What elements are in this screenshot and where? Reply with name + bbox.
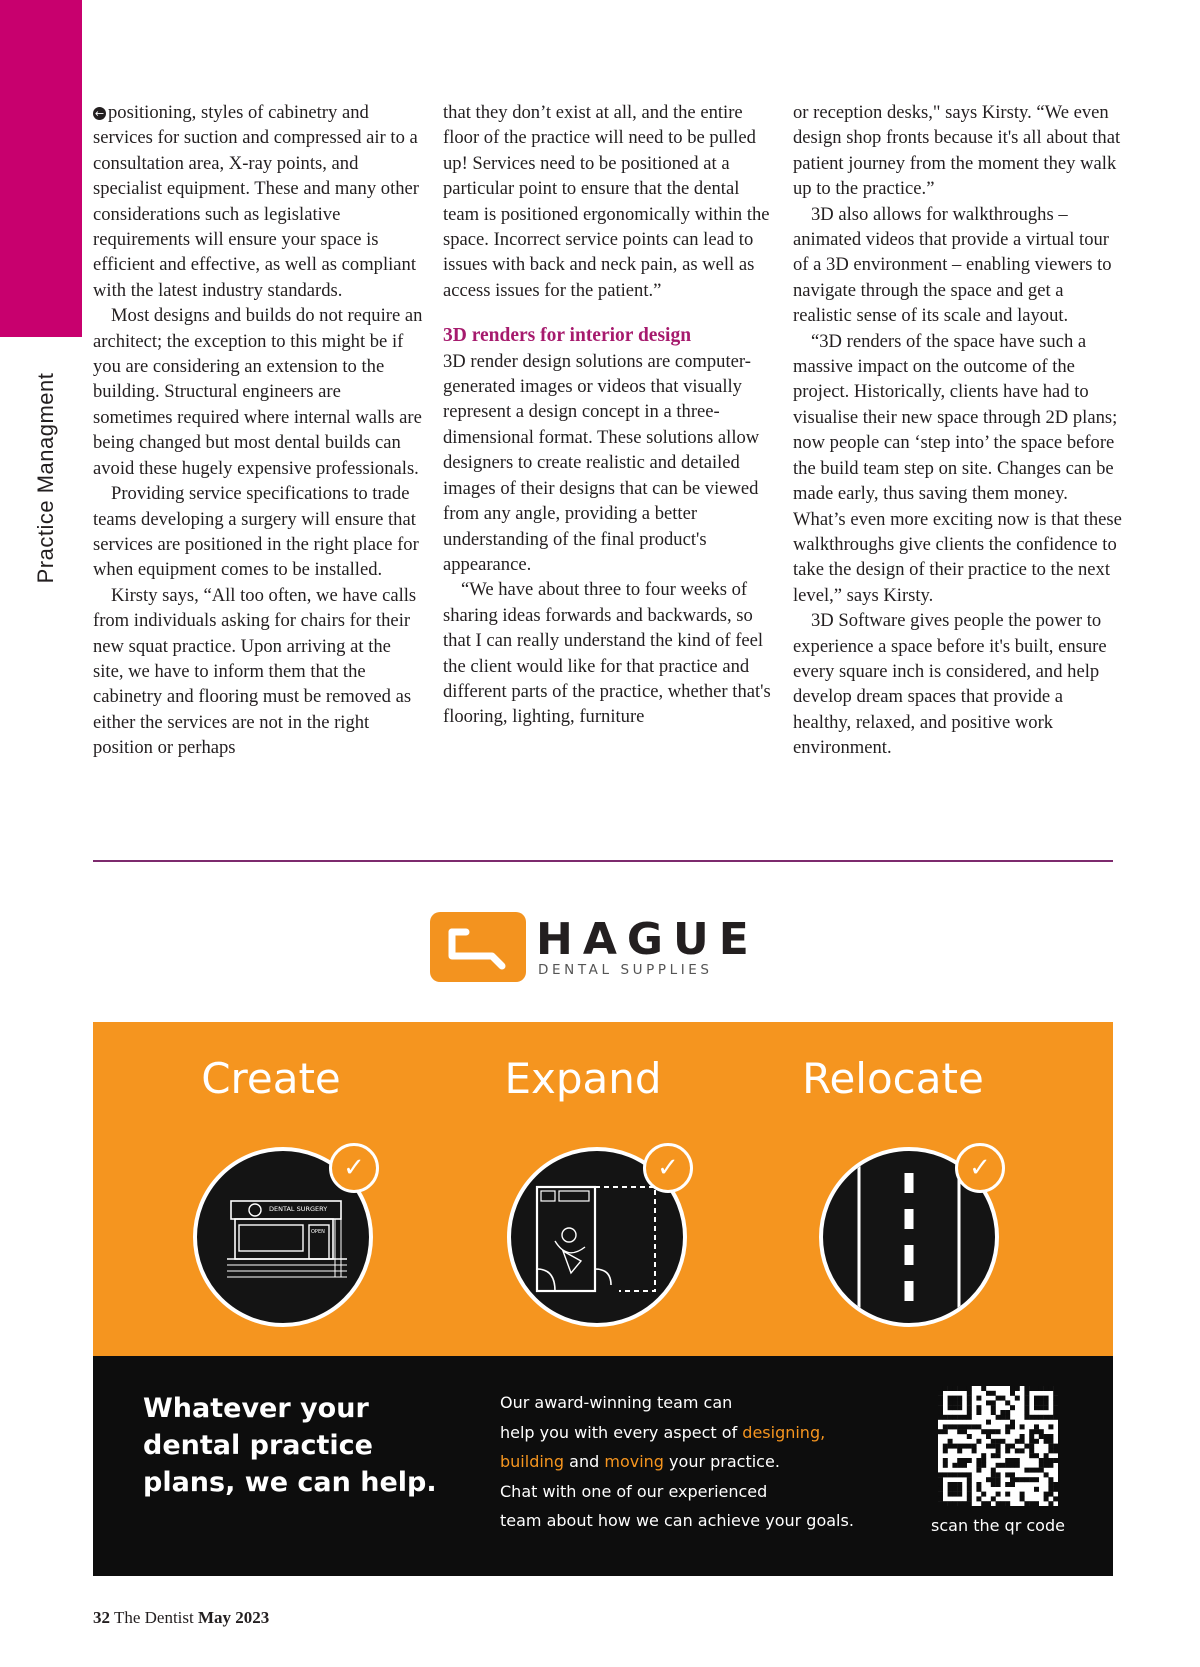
column-1 xyxy=(93,100,423,761)
advert-contact-panel xyxy=(93,1356,1113,1576)
paragraph: 3D render design solutions are computer-generated images or videos that visually represent a design concept in a three-dimensional format. These solutions allow designers to create realistic and detailed images of their designs that can be viewed from any angle, providing a better understanding of the final product's appearance. xyxy=(443,350,760,575)
brand-subtitle: DENTAL SUPPLIES xyxy=(538,962,713,978)
paragraph: ← positioning, styles of cabinetry and services for suction and compressed air to a consultation area, X-ray points, and specialist equipment. These and many other considerations such as legislative requirements will ensure your space is efficient and effective, as well as compliant with the latest industry standards. xyxy=(93,102,419,301)
paragraph: “We have about three to four weeks of sharing ideas forwards and backwards, so that I can really understand the kind of feel the client would like for that practice and different parts of the practice, whether that's flooring, lighting, furniture xyxy=(443,579,771,728)
shop-door-text: OPEN xyxy=(311,1229,325,1235)
advert-tagline: Whatever your dental practice plans, we can help. xyxy=(143,1393,437,1498)
column-3 xyxy=(793,100,1123,761)
subheading: 3D renders for interior design xyxy=(443,325,692,347)
hague-logo xyxy=(430,912,760,982)
qr-label: scan the qr code xyxy=(931,1516,1065,1535)
paragraph: 3D also allows for walkthroughs – animated videos that provide a virtual tour of a 3D environment – enabling viewers to navigate through the space and get a realistic sense of its scale and layout. xyxy=(793,203,1112,327)
check-icon: ✓ xyxy=(329,1143,379,1193)
shop-sign-text: DENTAL SURGERY xyxy=(269,1205,328,1213)
paragraph: Kirsty says, “All too often, we have calls from individuals asking for chairs for their new squat practice. Upon arriving at the site, we have to inform them that the cabinetry and flooring must be removed as either the services are not in the right position or perhaps xyxy=(93,584,417,759)
chair-logo-icon xyxy=(430,912,526,982)
brand-name: HAGUE xyxy=(536,914,759,965)
advert-body-text: Our award-winning team can help you with every aspect of designing, building and moving your practice. Chat with one of our experienced team about how we can achieve your goals. xyxy=(500,1393,854,1530)
column-2 xyxy=(443,100,773,730)
relocate-badge xyxy=(819,1147,999,1327)
issue-date: May 2023 xyxy=(197,1608,270,1627)
paragraph: that they don’t exist at all, and the entire floor of the practice will need to be pulled up! Services need to be positioned at a particular point to ensure that the dental team is positioned ergonomically within the space. Incorrect service points can lead to issues with back and neck pain, as well as access issues for the patient.” xyxy=(443,102,770,301)
create-badge xyxy=(193,1147,373,1327)
paragraph: “3D renders of the space have such a massive impact on the outcome of the project. Historically, clients have had to visualise their new space through 2D plans; now people can ‘step into’ the space before the build team step on site. Changes can be made early, thus saving them money. What’s even more exciting now is that these walkthroughs give clients the confidence to take the design of their practice to the next level,” says Kirsty. xyxy=(793,330,1122,606)
heading-relocate: Relocate xyxy=(802,1054,984,1103)
qr-code[interactable] xyxy=(938,1386,1058,1511)
page-number: 32 xyxy=(93,1608,110,1627)
paragraph: Most designs and builds do not require an architect; the exception to this might be if you are considering an extension to the building. Structural engineers are sometimes required where internal walls are being changed but most dental builds can avoid these hugely expensive professionals. xyxy=(93,305,423,479)
highlight-building: building xyxy=(500,1452,565,1471)
check-icon: ✓ xyxy=(643,1143,693,1193)
page-footer xyxy=(93,1608,269,1628)
publication-name: The Dentist xyxy=(110,1608,198,1627)
article-divider xyxy=(93,860,1113,862)
check-icon: ✓ xyxy=(955,1143,1005,1193)
continued-marker-icon: ← xyxy=(94,107,105,120)
paragraph: Providing service specifications to trade teams developing a surgery will ensure that services are positioned in the right place for when equipment comes to be installed. xyxy=(93,483,419,581)
article-body xyxy=(93,100,1123,848)
expand-badge xyxy=(507,1147,687,1327)
section-color-bar xyxy=(0,0,82,337)
section-label: Practice Managment xyxy=(33,372,58,584)
advert-services-panel xyxy=(93,1022,1113,1356)
highlight-moving: moving xyxy=(604,1452,664,1471)
paragraph: 3D Software gives people the power to experience a space before it's built, ensure every square inch is considered, and help develop dream spaces that provide a healthy, relaxed, and positive work environment. xyxy=(793,610,1107,759)
heading-expand: Expand xyxy=(504,1054,662,1103)
paragraph: or reception desks," says Kirsty. “We even design shop fronts because it's all about that patient journey from the moment they walk up to the practice.” xyxy=(793,102,1121,200)
highlight-designing: designing, xyxy=(742,1422,826,1442)
heading-create: Create xyxy=(201,1054,341,1103)
